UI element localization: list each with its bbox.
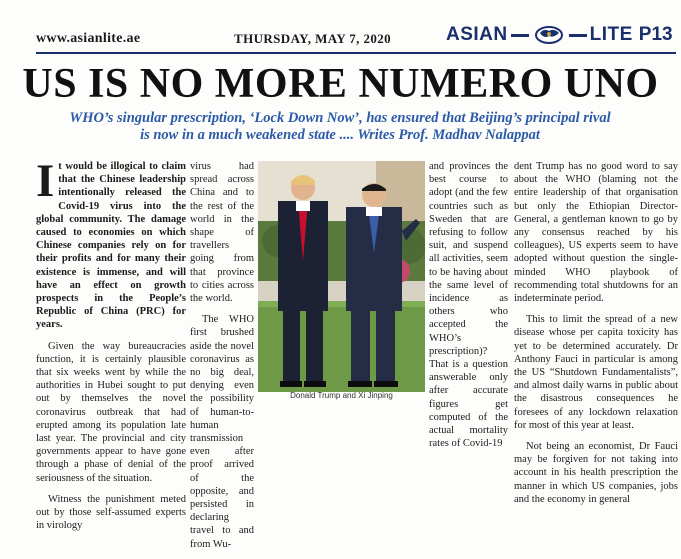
photo-caption: Donald Trump and Xi Jinping: [290, 391, 393, 400]
paragraph: dent Trump has no good word to say about the WHO (blaming not the entire leadership of that organisation but only the Ethiopian Director-General, a gentleman known to go by any consensus reached by his colleagues), US experts seem to have adopted without question the single-minded WHO playbook of recommending total shutdowns for an indeterminate period.: [514, 161, 678, 305]
paragraph: Witness the punishment meted out by those self-assumed experts in virology: [36, 493, 186, 532]
page-number: P13: [638, 24, 673, 45]
paragraph: The WHO first brushed aside the novel coronavirus as no big deal, denying even the possibility of human-to-human transmission even after proof arrived of the opposite, and persisted in declaring travel to and from Wu-: [190, 314, 254, 550]
masthead-rule: [36, 52, 676, 54]
drop-cap: I: [36, 155, 55, 207]
article-column-2: [190, 160, 254, 559]
brand-word-lite: LITE: [589, 24, 633, 45]
issue-date: THURSDAY, MAY 7, 2020: [234, 31, 392, 46]
paragraph: This to limit the spread of a new disease whose per capita toxicity has yet to be determined accurately. Dr Anthony Fauci in particular is among the US “Shutdown Fundamentalists”, and almost daily warns in public about the disastrous consequences he foresees of any lockdown relaxation for most of this year at least.: [514, 314, 678, 431]
article-column-4: [429, 160, 508, 458]
brand-dash: [511, 34, 529, 37]
lead-text: t would be illogical to claim that the Chinese leadership intentionally released the Covid-19 virus into the global community. The damage caused to economies on which Chinese companies rely on for their profits and for many their existence is immense, and will have an effect on growth prospects in the People’s Republic of China (PRC) for years.: [36, 161, 186, 331]
deck-line-2: is now in a much weakened state .... Writes Prof. Madhav Nalappat: [140, 127, 540, 143]
lead-paragraph: [36, 155, 186, 332]
brand-logo: [446, 24, 673, 46]
photo-illustration: [258, 161, 425, 392]
deck: [60, 110, 620, 144]
article-photo: [258, 161, 425, 392]
article-column-5: [514, 160, 678, 514]
website-url[interactable]: www.asianlite.ae: [36, 31, 141, 46]
brand-dash: [569, 34, 587, 37]
article-column-1: [36, 155, 186, 540]
deck-line-1: WHO’s singular prescription, ‘Lock Down Now’, has ensured that Beijing’s principal rival: [69, 110, 611, 126]
paragraph: Not being an economist, Dr Fauci may be forgiven for not taking into account in his health prescription the manner in which US companies, jobs and the economy in general: [514, 441, 678, 505]
paragraph: Given the way bureaucracies function, it is certainly plausible that six weeks went by while the authorities in Hubei sought to put out by themselves the novel coronavirus outbreak that had erupted among its population late last year. The provincial and city governments appear to have gone through a phase of denial of the seriousness of the situation.: [36, 340, 186, 484]
brand-word-asian: ASIAN: [446, 24, 508, 45]
masthead: [0, 0, 681, 56]
paragraph: and provinces the best course to adopt (and the few countries such as Sweden that are refusing to follow suit, and suspend all activities, seem to be having about the same level of incidence as others who accepted the WHO’s prescription)? That is a question answerable only after accurate figures get computed of the actual mortality rates of Covid-19: [429, 161, 508, 450]
paragraph: virus had spread across China and to the rest of the world in the shape of travellers going from that province to cities across the world.: [190, 161, 254, 305]
globe-logo-icon: [534, 25, 564, 45]
headline: US IS NO MORE NUMERO UNO: [22, 61, 659, 107]
